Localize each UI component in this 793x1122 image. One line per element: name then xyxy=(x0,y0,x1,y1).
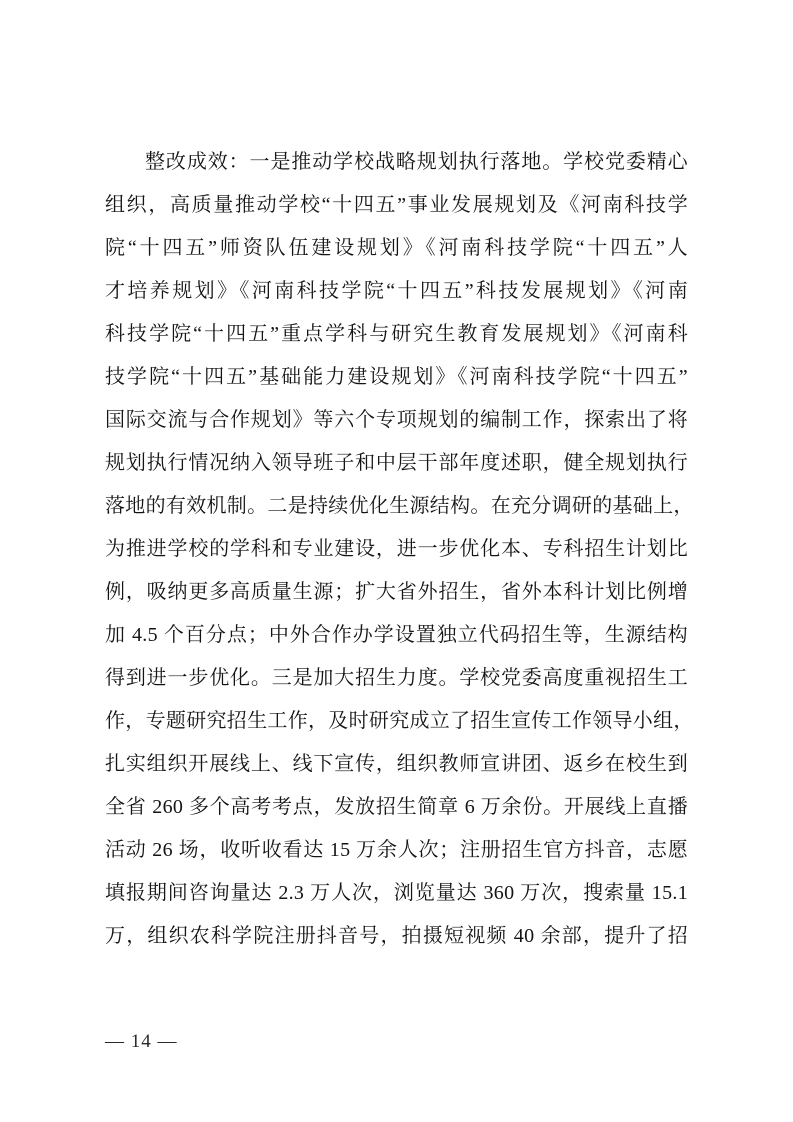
text-line: 作，专题研究招生工作，及时研究成立了招生宣传工作领导小组， xyxy=(105,710,694,732)
text-line: 例，吸纳更多高质量生源；扩大省外招生，省外本科计划比例增 xyxy=(105,581,688,603)
text-line: 院“十四五”师资队伍建设规划》《河南科技学院“十四五”人 xyxy=(105,237,688,259)
text-line: 加 4.5 个百分点；中外合作办学设置独立代码招生等，生源结构 xyxy=(105,624,688,646)
text-line: 国际交流与合作规划》等六个专项规划的编制工作，探索出了将 xyxy=(105,409,688,431)
text-line: 活动 26 场，收听收看达 15 万余人次；注册招生官方抖音，志愿 xyxy=(105,839,688,861)
text-line: 万，组织农科学院注册抖音号，拍摄短视频 40 余部，提升了招 xyxy=(105,925,688,947)
text-line: 填报期间咨询量达 2.3 万人次，浏览量达 360 万次，搜索量 15.1 xyxy=(105,882,688,904)
text-line: 组织，高质量推动学校“十四五”事业发展规划及《河南科技学 xyxy=(105,194,688,216)
document-text-block xyxy=(105,141,694,958)
page-number: — 14 — xyxy=(105,1031,178,1052)
text-line: 扎实组织开展线上、线下宣传，组织教师宣讲团、返乡在校生到 xyxy=(105,753,688,775)
text-line: 全省 260 多个高考考点，发放招生简章 6 万余份。开展线上直播 xyxy=(105,796,688,818)
text-line: 得到进一步优化。三是加大招生力度。学校党委高度重视招生工 xyxy=(105,667,688,689)
text-line: 为推进学校的学科和专业建设，进一步优化本、专科招生计划比 xyxy=(105,538,688,560)
text-line: 科技学院“十四五”重点学科与研究生教育发展规划》《河南科 xyxy=(105,323,688,345)
text-line: 规划执行情况纳入领导班子和中层干部年度述职，健全规划执行 xyxy=(105,452,688,474)
text-line: 落地的有效机制。二是持续优化生源结构。在充分调研的基础上， xyxy=(105,495,694,517)
text-line: 才培养规划》《河南科技学院“十四五”科技发展规划》《河南 xyxy=(105,280,688,302)
text-line: 技学院“十四五”基础能力建设规划》《河南科技学院“十四五” xyxy=(105,366,688,388)
text-line: 整改成效：一是推动学校战略规划执行落地。学校党委精心 xyxy=(145,151,688,173)
